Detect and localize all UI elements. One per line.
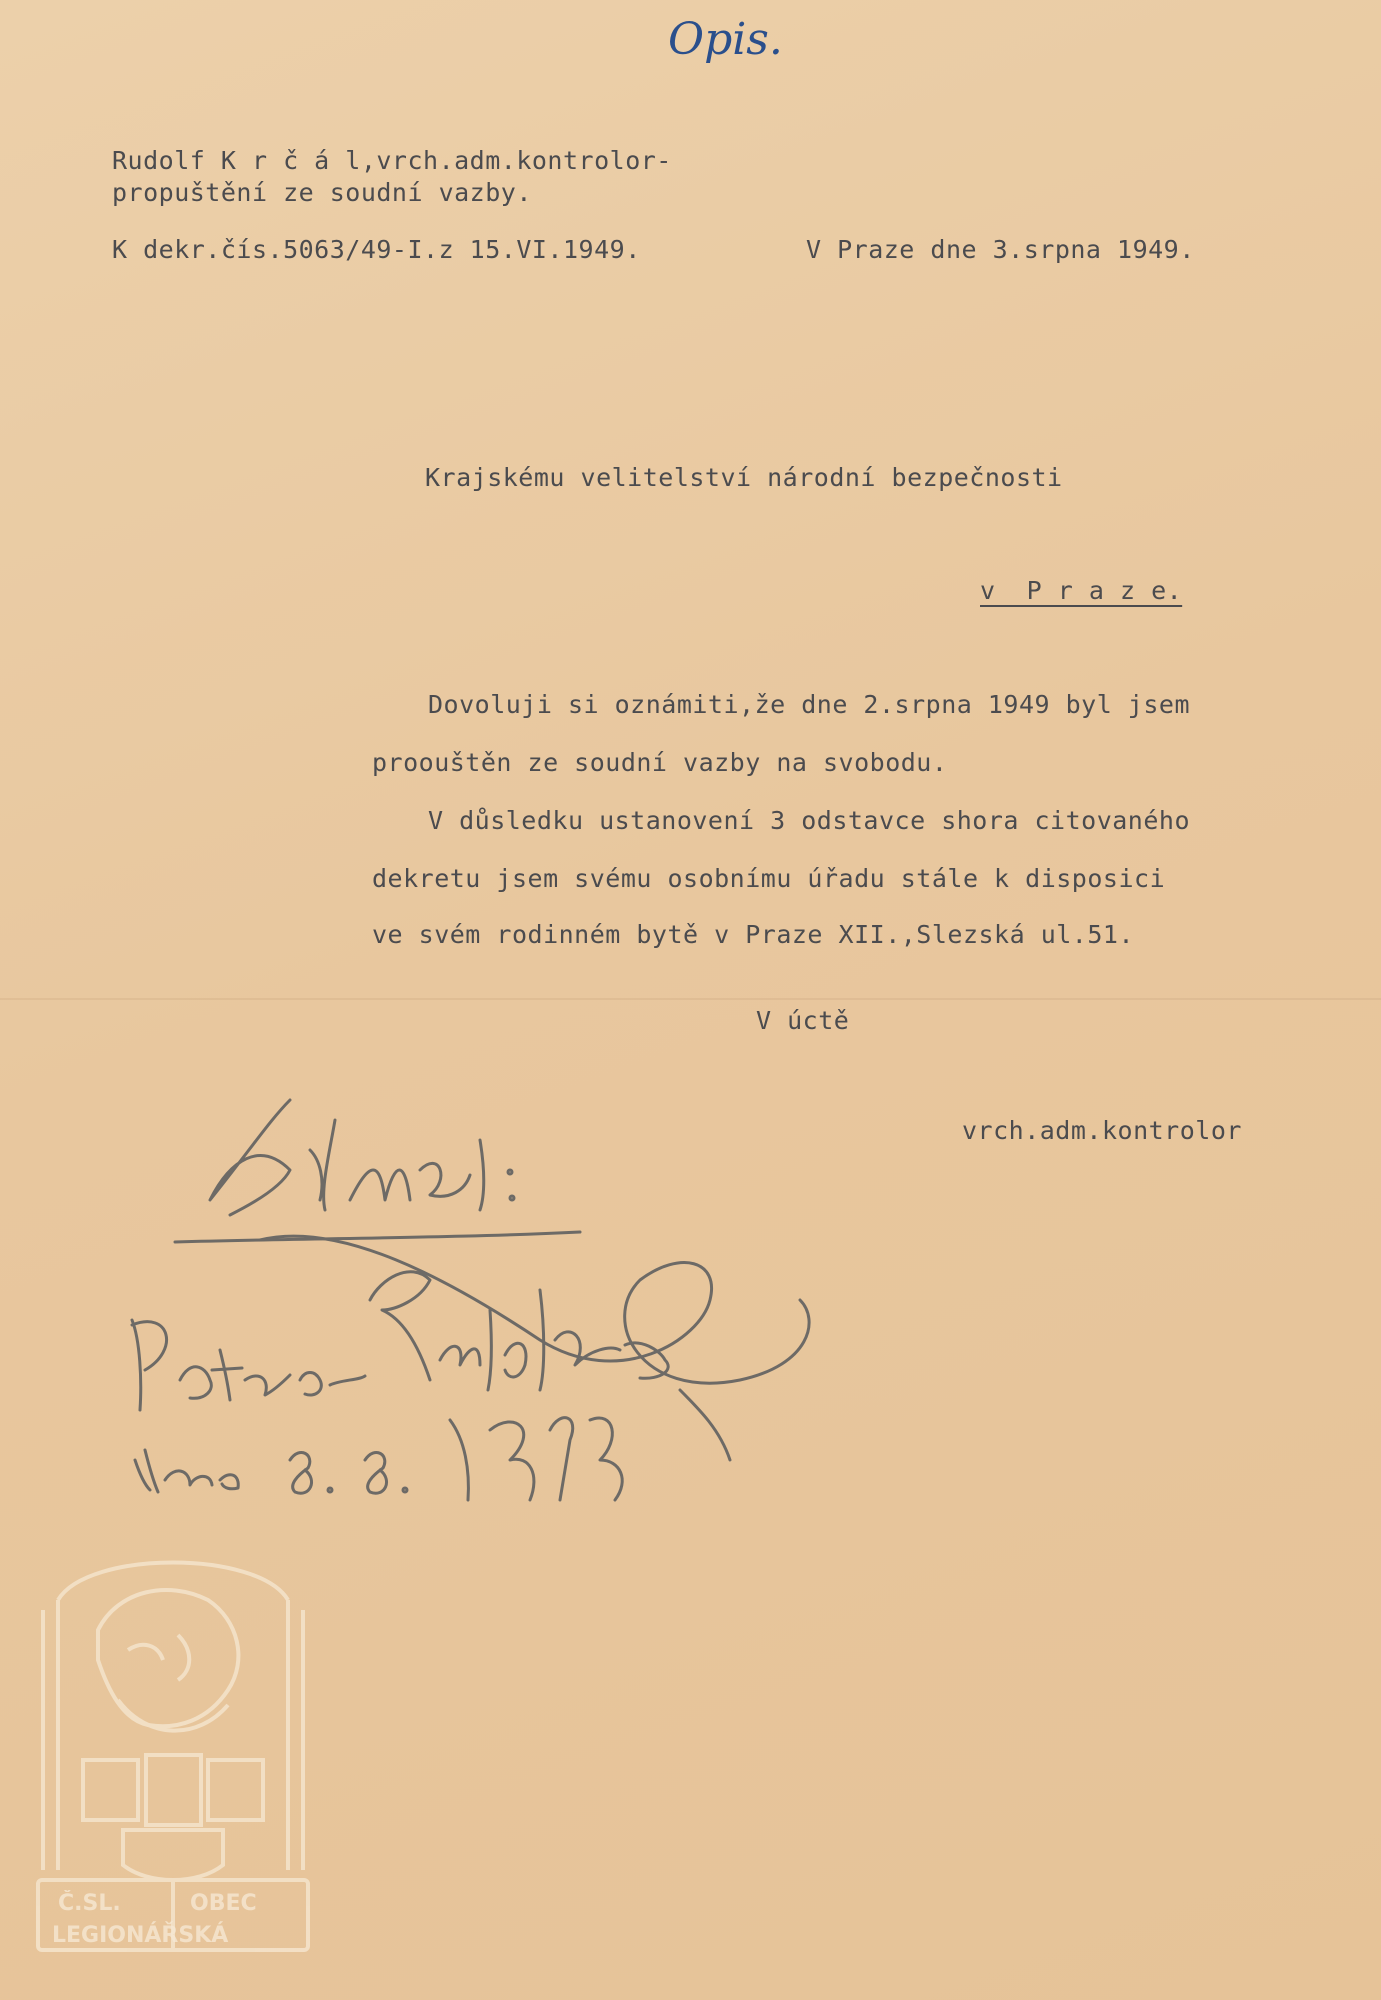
recipient-line-2: v P r a z e. [980, 576, 1183, 605]
pencil-signature-note [120, 1080, 860, 1510]
legion-emblem-stamp [28, 1540, 318, 1960]
copy-heading: Opis. [668, 14, 783, 65]
svg-text:Č.SL.: Č.SL. [58, 1891, 121, 1916]
body-paragraph-1-line-1: Dovoluji si oznámiti,že dne 2.srpna 1949 byl jsem [428, 690, 1191, 719]
sender-line-2: propuštění ze soudní vazby. [112, 178, 532, 207]
fold-line [0, 998, 1381, 1000]
signatory-title: vrch.adm.kontrolor [962, 1116, 1242, 1145]
body-paragraph-1-line-2: proouštěn ze soudní vazby na svobodu. [372, 748, 948, 777]
body-paragraph-2-line-1: V důsledku ustanovení 3 odstavce shora citovaného [428, 806, 1191, 835]
svg-text:LEGIONÁŘSKÁ: LEGIONÁŘSKÁ [52, 1923, 229, 1948]
svg-text:OBEC: OBEC [190, 1891, 257, 1916]
decree-reference: K dekr.čís.5063/49-I.z 15.VI.1949. [112, 235, 641, 264]
body-paragraph-2-line-3: ve svém rodinném bytě v Praze XII.,Slezská ul.51. [372, 920, 1135, 949]
recipient-line-1: Krajskému velitelství národní bezpečnosti [425, 463, 1063, 492]
place-date: V Praze dne 3.srpna 1949. [806, 235, 1195, 264]
closing-salutation: V úctě [756, 1006, 850, 1035]
body-paragraph-2-line-2: dekretu jsem svému osobnímu úřadu stále k disposici [372, 864, 1166, 893]
sender-line-1: Rudolf K r č á l,vrch.adm.kontrolor- [112, 146, 672, 175]
